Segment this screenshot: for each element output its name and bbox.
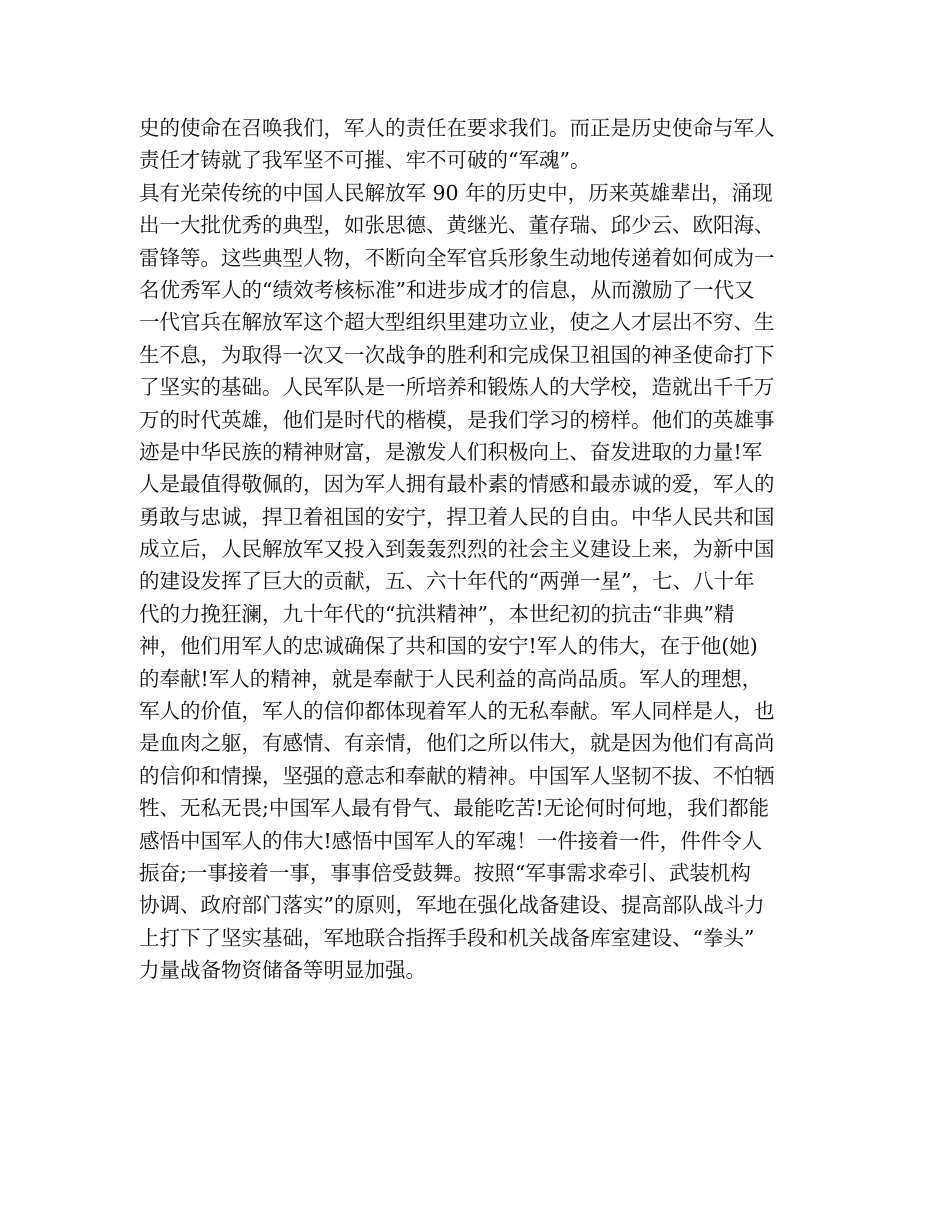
text-line: 了坚实的基础。人民军队是一所培养和锻炼人的大学校，造就出千千万 <box>139 375 775 400</box>
text-line: 勇敢与忠诚，捍卫着祖国的安宁，捍卫着人民的自由。中华人民共和国 <box>139 504 775 529</box>
text-line: 出一大批优秀的典型，如张思德、黄继光、董存瑞、邱少云、欧阳海、 <box>139 213 775 238</box>
text-line: 振奋;一事接着一事，事事倍受鼓舞。按照“军事需求牵引、武装机构 <box>139 860 751 885</box>
text-line: 上打下了坚实基础，军地联合指挥手段和机关战备库室建设、“拳头” <box>139 925 755 950</box>
document-body <box>139 112 819 987</box>
text-line: 代的力挽狂澜，九十年代的“抗洪精神”，本世纪初的抗击“非典”精 <box>139 601 735 626</box>
text-line: 迹是中华民族的精神财富，是激发人们积极向上、奋发进取的力量!军 <box>139 439 763 464</box>
text-line: 神，他们用军人的忠诚确保了共和国的安宁!军人的伟大，在于他(她) <box>139 634 758 659</box>
text-line: 人是最值得敬佩的，因为军人拥有最朴素的情感和最赤诚的爱，军人的 <box>139 472 775 497</box>
text-line: 生不息，为取得一次又一次战争的胜利和完成保卫祖国的神圣使命打下 <box>139 342 775 367</box>
text-line: 成立后，人民解放军又投入到轰轰烈烈的社会主义建设上来，为新中国 <box>139 537 775 562</box>
text-line: 名优秀军人的“绩效考核标准”和进步成才的信息，从而激励了一代又 <box>139 277 755 302</box>
text-line: 万的时代英雄，他们是时代的楷模，是我们学习的榜样。他们的英雄事 <box>139 407 775 432</box>
text-line: 责任才铸就了我军坚不可摧、牢不可破的“军魂”。 <box>139 148 591 173</box>
text-line: 感悟中国军人的伟大!感悟中国军人的军魂！一件接着一件，件件令人 <box>139 828 763 853</box>
text-line: 军人的价值，军人的信仰都体现着军人的无私奉献。军人同样是人，也 <box>139 699 775 724</box>
text-line: 的信仰和情操，坚强的意志和奉献的精神。中国军人坚韧不拔、不怕牺 <box>139 763 775 788</box>
text-line: 牲、无私无畏;中国军人最有骨气、最能吃苦!无论何时何地，我们都能 <box>139 796 770 821</box>
text-line: 具有光荣传统的中国人民解放军 90 年的历史中，历来英雄辈出，涌现 <box>139 180 773 205</box>
text-line: 的奉献!军人的精神，就是奉献于人民利益的高尚品质。军人的理想， <box>139 666 763 691</box>
text-line: 协调、政府部门落实”的原则，军地在强化战备建设、提高部队战斗力 <box>139 893 765 918</box>
text-line: 雷锋等。这些典型人物，不断向全军官兵形象生动地传递着如何成为一 <box>139 245 775 270</box>
text-line: 一代官兵在解放军这个超大型组织里建功立业，使之人才层出不穷、生 <box>139 310 775 335</box>
text-line: 的建设发挥了巨大的贡献，五、六十年代的“两弹一星”，七、八十年 <box>139 569 755 594</box>
text-line: 是血肉之躯，有感情、有亲情，他们之所以伟大，就是因为他们有高尚 <box>139 731 775 756</box>
text-line: 力量战备物资储备等明显加强。 <box>139 958 426 983</box>
text-line: 史的使命在召唤我们，军人的责任在要求我们。而正是历史使命与军人 <box>139 116 775 140</box>
